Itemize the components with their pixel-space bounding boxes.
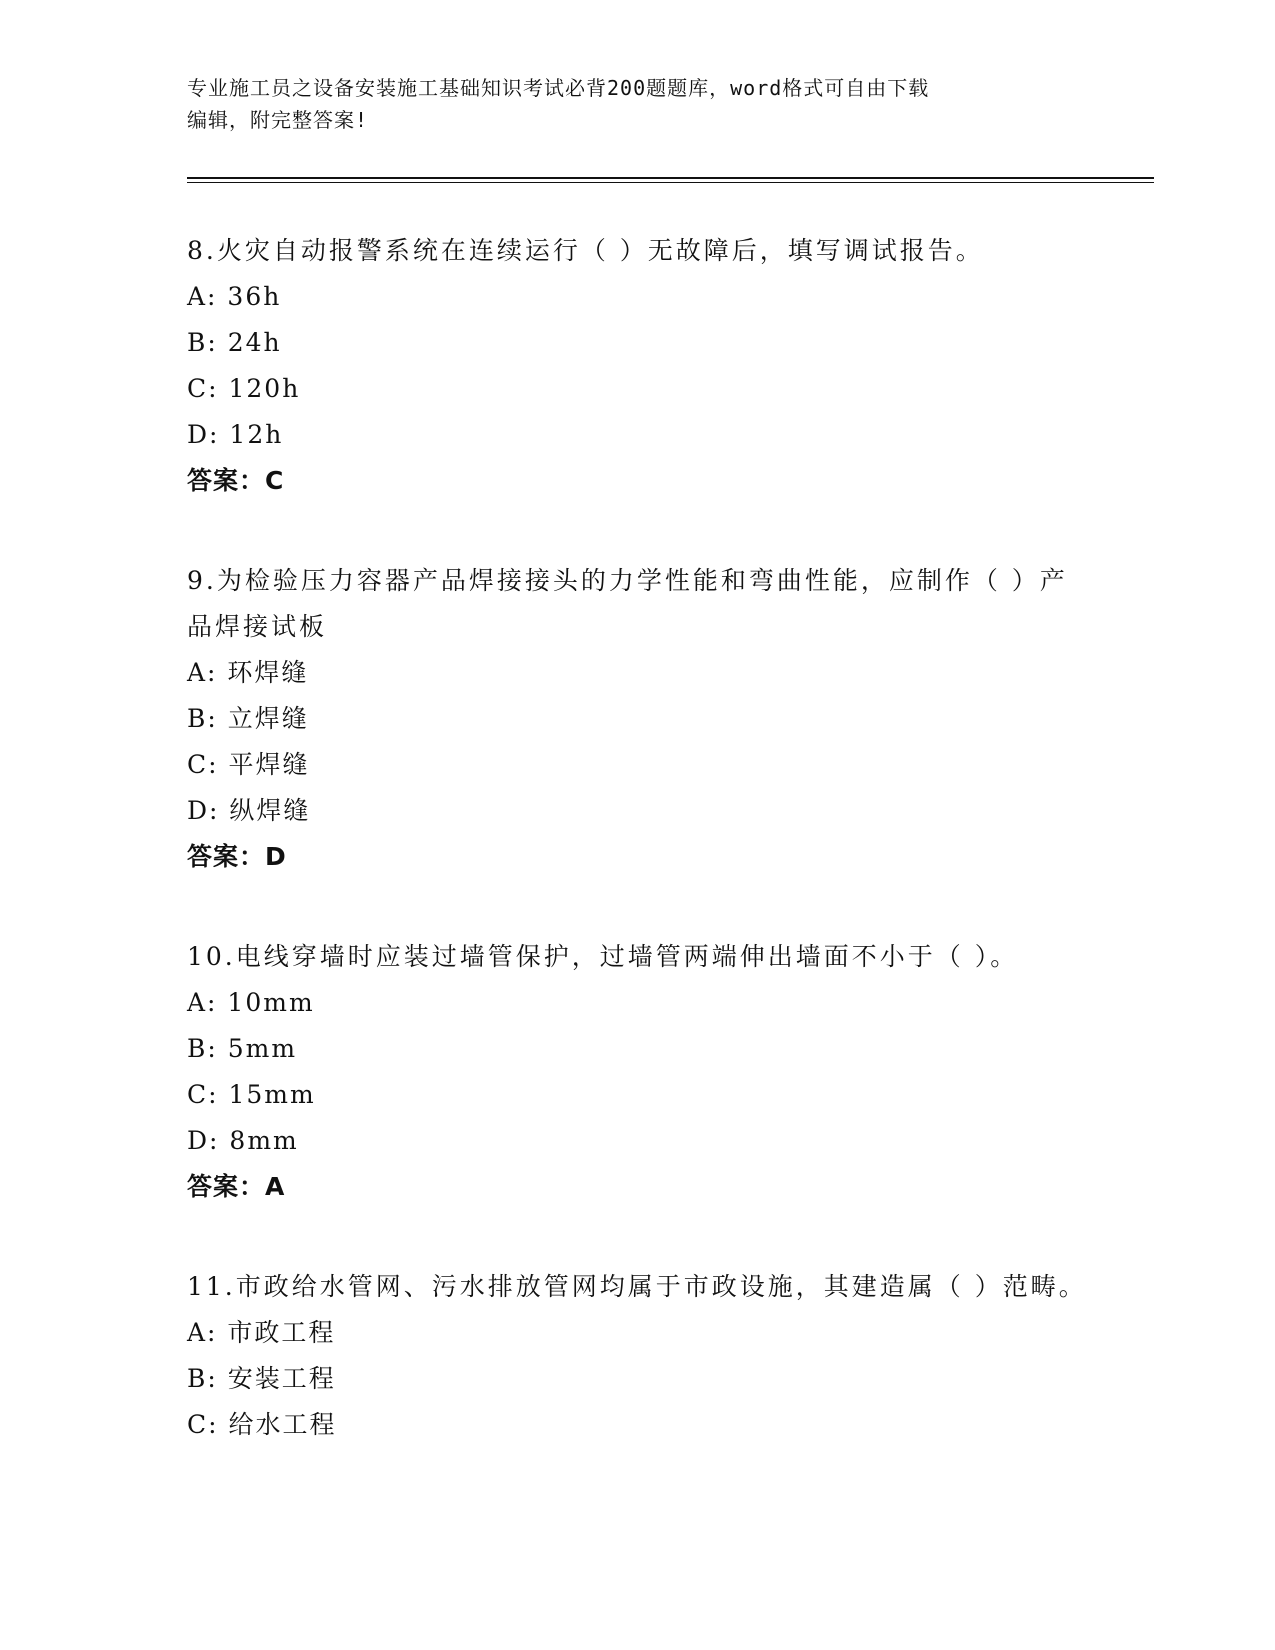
option-b: B: 安装工程	[187, 1364, 336, 1393]
question-text: 8.火灾自动报警系统在连续运行（ ）无故障后，填写调试报告。	[187, 236, 984, 265]
question-text: 11.市政给水管网、污水排放管网均属于市政设施，其建造属（ ）范畴。	[187, 1272, 1087, 1301]
option-c: C: 15mm	[187, 1080, 316, 1109]
question-text: 10.电线穿墙时应装过墙管保护，过墙管两端伸出墙面不小于（ ）。	[187, 942, 1019, 971]
answer: 答案：D	[187, 842, 287, 871]
question-8	[187, 228, 1087, 504]
header-line-2: 编辑，附完整答案!	[187, 108, 369, 132]
option-b: B: 5mm	[187, 1034, 298, 1063]
option-a: A: 36h	[187, 282, 282, 311]
option-c: C: 平焊缝	[187, 750, 310, 779]
option-d: D: 纵焊缝	[187, 796, 311, 825]
option-d: D: 12h	[187, 420, 284, 449]
option-c: C: 给水工程	[187, 1410, 337, 1439]
header-divider-thin	[187, 182, 1154, 183]
answer: 答案：C	[187, 466, 285, 495]
question-10	[187, 934, 1087, 1210]
option-d: D: 8mm	[187, 1126, 299, 1155]
option-c: C: 120h	[187, 374, 301, 403]
question-11	[187, 1264, 1087, 1448]
option-b: B: 24h	[187, 328, 282, 357]
option-a: A: 10mm	[187, 988, 315, 1017]
option-a: A: 市政工程	[187, 1318, 336, 1347]
option-b: B: 立焊缝	[187, 704, 309, 733]
question-9	[187, 558, 1087, 880]
header-divider-thick	[187, 177, 1154, 179]
header-line-1: 专业施工员之设备安装施工基础知识考试必背200题题库，word格式可自由下载	[187, 76, 930, 100]
question-text: 9.为检验压力容器产品焊接接头的力学性能和弯曲性能，应制作（ ）产品焊接试板	[187, 566, 1068, 641]
document-header	[187, 72, 1087, 136]
answer: 答案：A	[187, 1172, 286, 1201]
question-list	[187, 228, 1087, 1502]
option-a: A: 环焊缝	[187, 658, 309, 687]
